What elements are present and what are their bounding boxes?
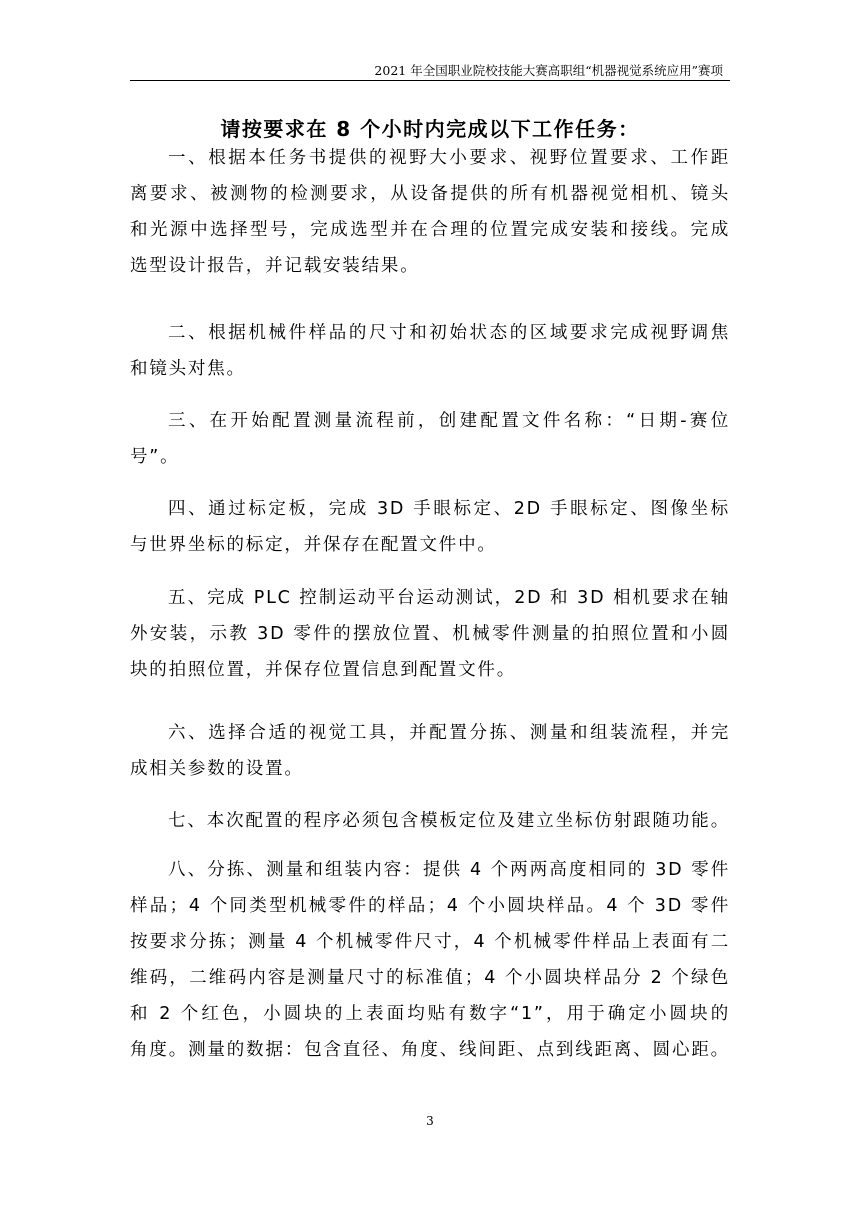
paragraph-line: 选型设计报告，并记载安装结果。 xyxy=(130,256,420,276)
paragraph-line: 样品；4 个同类型机械零件的样品；4 个小圆块样品。4 个 3D 零件 xyxy=(130,896,730,916)
paragraph-line: 七、本次配置的程序必须包含模板定位及建立坐标仿射跟随功能。 xyxy=(168,811,730,831)
paragraph-line: 离要求、被测物的检测要求，从设备提供的所有机器视觉相机、镜头 xyxy=(130,184,730,204)
task-item-6 xyxy=(130,715,730,787)
page-header: 2021 年全国职业院校技能大赛高职组“机器视觉系统应用”赛项 xyxy=(374,63,723,78)
paragraph-line: 按要求分拣；测量 4 个机械零件尺寸，4 个机械零件样品上表面有二 xyxy=(130,932,730,952)
task-title: 请按要求在 8 个小时内完成以下工作任务： xyxy=(220,117,640,141)
paragraph-line: 五、完成 PLC 控制运动平台运动测试，2D 和 3D 相机要求在轴 xyxy=(168,588,730,608)
paragraph-line: 成相关参数的设置。 xyxy=(130,759,304,779)
paragraph-line: 外安装，示教 3D 零件的摆放位置、机械零件测量的拍照位置和小圆 xyxy=(130,624,730,644)
paragraph-line: 和 2 个红色，小圆块的上表面均贴有数字“1”，用于确定小圆块的 xyxy=(130,1004,730,1024)
task-item-3 xyxy=(130,403,730,475)
paragraph-line: 四、通过标定板，完成 3D 手眼标定、2D 手眼标定、图像坐标 xyxy=(168,499,730,519)
paragraph-line: 和镜头对焦。 xyxy=(130,359,246,379)
paragraph-line: 八、分拣、测量和组装内容：提供 4 个两两高度相同的 3D 零件 xyxy=(168,860,730,880)
paragraph-line: 维码，二维码内容是测量尺寸的标准值；4 个小圆块样品分 2 个绿色 xyxy=(130,968,730,988)
paragraph-line: 角度。测量的数据：包含直径、角度、线间距、点到线距离、圆心距。 xyxy=(130,1040,730,1060)
paragraph-line: 六、选择合适的视觉工具，并配置分拣、测量和组装流程，并完 xyxy=(168,723,730,743)
paragraph-line: 二、根据机械件样品的尺寸和初始状态的区域要求完成视野调焦 xyxy=(168,323,730,343)
paragraph-line: 和光源中选择型号，完成选型并在合理的位置完成安装和接线。完成 xyxy=(130,220,730,240)
task-item-8 xyxy=(130,852,730,1068)
task-item-1 xyxy=(130,140,730,284)
task-item-2 xyxy=(130,315,730,387)
task-item-5 xyxy=(130,580,730,688)
task-item-4 xyxy=(130,491,730,563)
paragraph-line: 与世界坐标的标定，并保存在配置文件中。 xyxy=(130,535,497,555)
header-divider xyxy=(130,80,730,81)
task-item-7 xyxy=(130,803,730,839)
paragraph-line: 一、根据本任务书提供的视野大小要求、视野位置要求、工作距 xyxy=(168,148,730,168)
paragraph-line: 三、在开始配置测量流程前，创建配置文件名称：“日期-赛位 xyxy=(168,411,730,431)
page-number: 3 xyxy=(426,1114,434,1128)
paragraph-line: 块的拍照位置，并保存位置信息到配置文件。 xyxy=(130,660,516,680)
paragraph-line: 号”。 xyxy=(130,447,180,467)
